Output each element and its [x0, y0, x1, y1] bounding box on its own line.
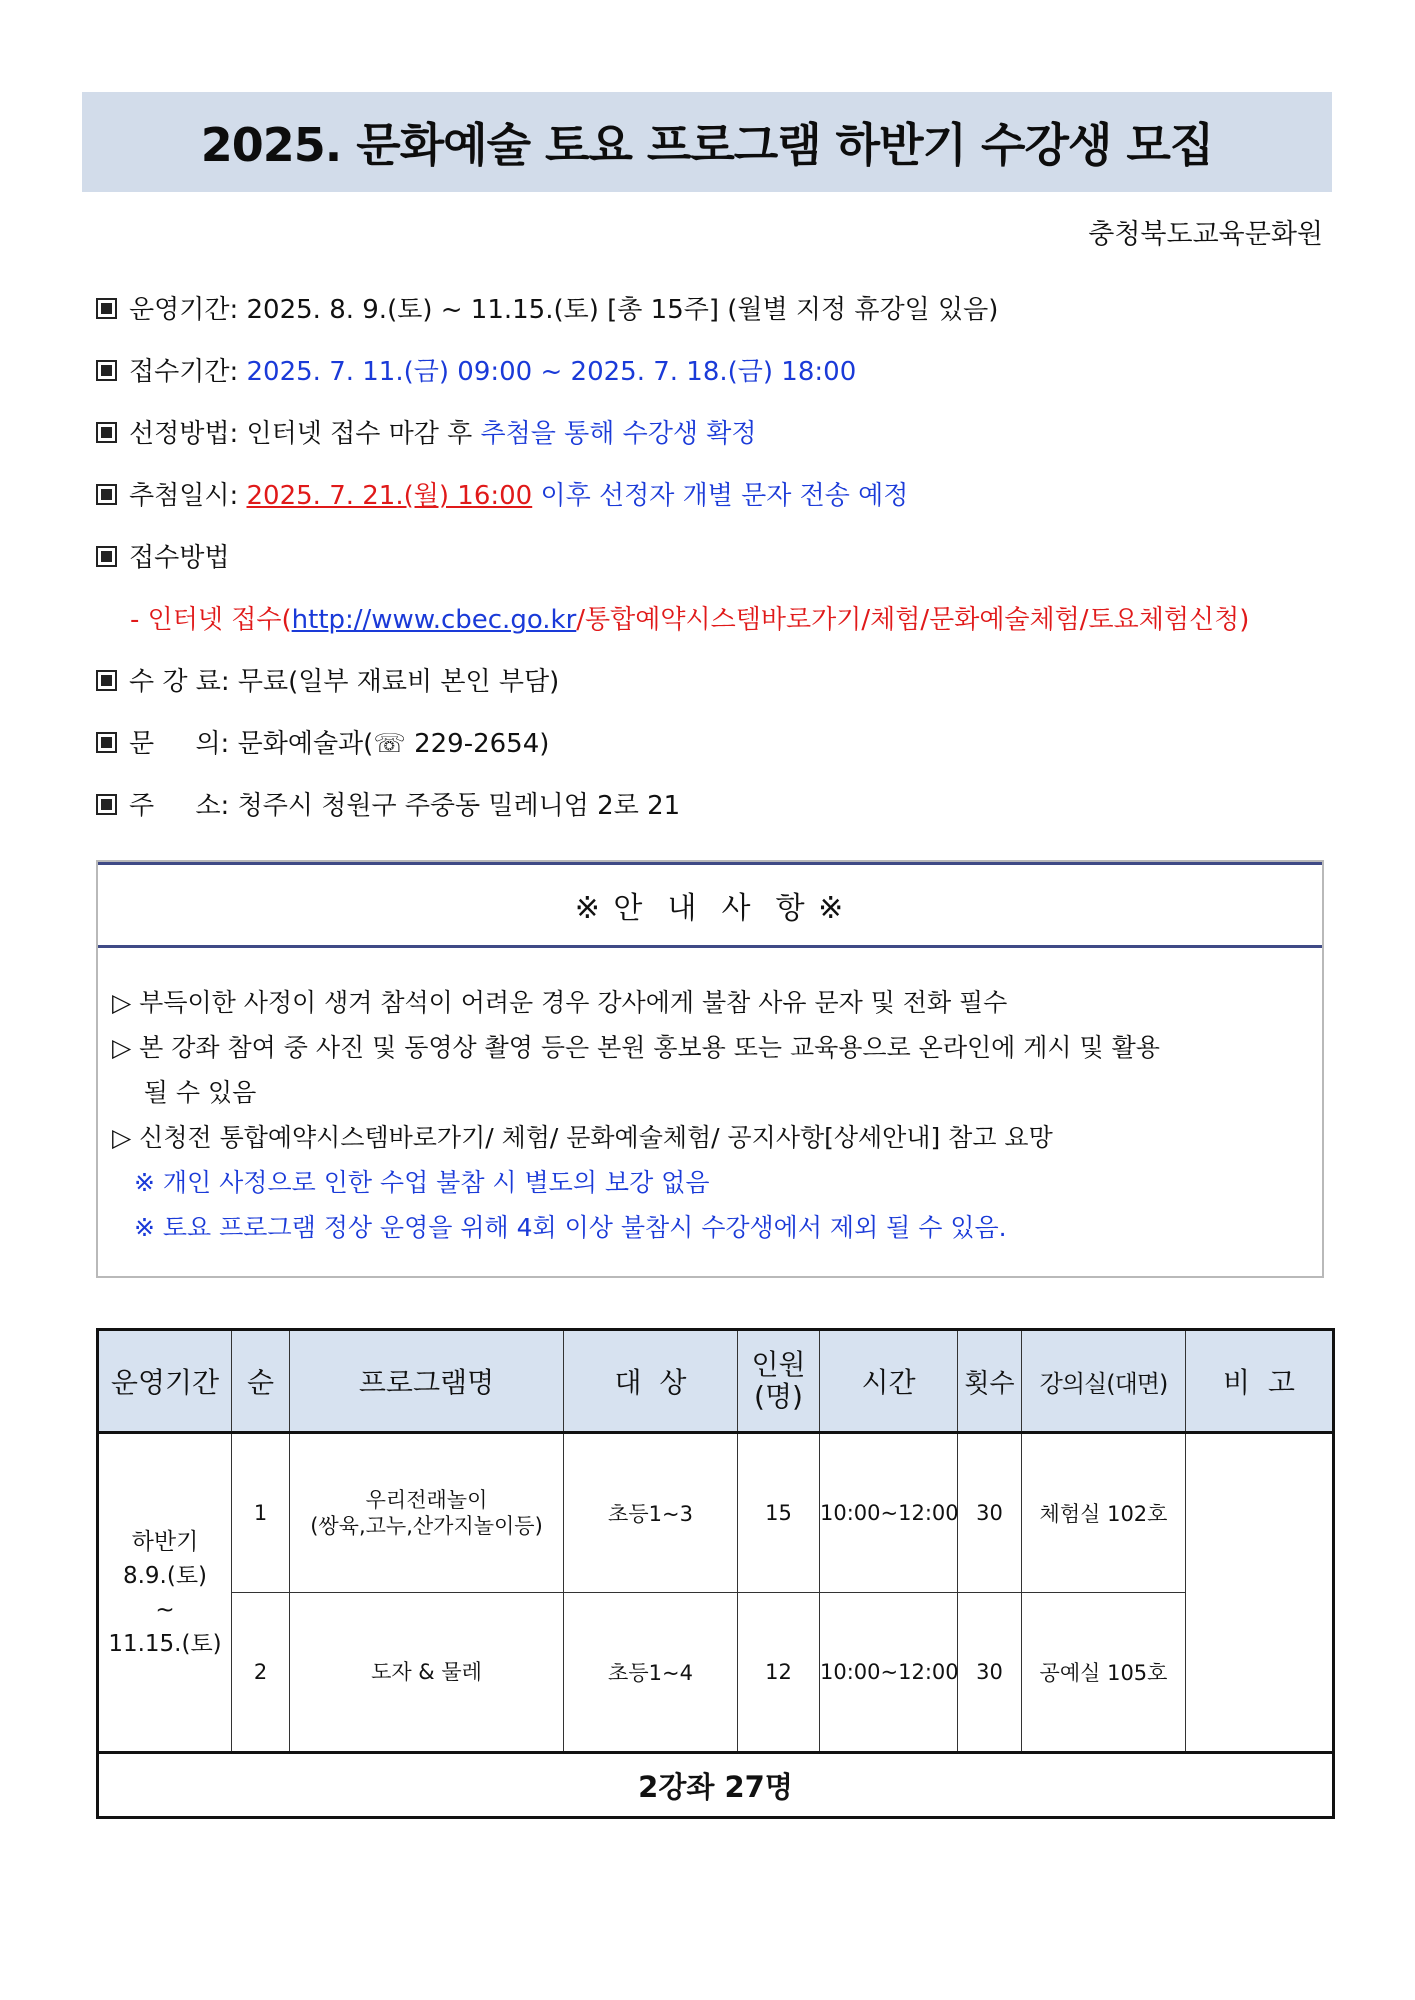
total-cell: 2강좌 27명 [98, 1753, 1334, 1818]
square-bullet-icon [96, 484, 117, 505]
col-header: 시간 [820, 1330, 958, 1433]
count-cell: 12 [738, 1593, 820, 1753]
col-header: 강의실(대면) [1022, 1330, 1186, 1433]
program-cell: 우리전래놀이 (쌍육,고누,산가지놀이등) [290, 1433, 564, 1593]
info-method: 접수방법 [96, 538, 229, 578]
square-bullet-icon [96, 670, 117, 691]
schedule-table [96, 1328, 1335, 1819]
square-bullet-icon [96, 794, 117, 815]
info-inquiry: 문 의: 문화예술과(☏ 229-2654) [96, 724, 549, 764]
time-cell: 10:00~12:00 [820, 1433, 958, 1593]
table-header-row [98, 1330, 1334, 1433]
sessions-cell: 30 [958, 1433, 1022, 1593]
col-header: 순 [232, 1330, 290, 1433]
period-cell: 하반기 8.9.(토) ~ 11.15.(토) [98, 1433, 232, 1753]
table-row [98, 1593, 1334, 1753]
info-lottery: 추첨일시: 2025. 7. 21.(월) 16:00 이후 선정자 개별 문자 전송 예정 [96, 476, 908, 516]
info-registration: 접수기간: 2025. 7. 11.(금) 09:00 ~ 2025. 7. 18.(금) 18:00 [96, 352, 856, 392]
table-total-row [98, 1753, 1334, 1818]
notice-item: ▷ 본 강좌 참여 중 사진 및 동영상 촬영 등은 본원 홍보용 또는 교육용으로 온라인에 게시 및 활용 [112, 1033, 1160, 1062]
time-cell: 10:00~12:00 [820, 1593, 958, 1753]
col-header: 인원 (명) [738, 1330, 820, 1433]
col-header: 프로그램명 [290, 1330, 564, 1433]
organization-name: 충청북도교육문화원 [1088, 219, 1323, 250]
info-period: 운영기간: 2025. 8. 9.(토) ~ 11.15.(토) [총 15주] (월별 지정 휴강일 있음) [96, 290, 998, 330]
program-cell: 도자 & 물레 [290, 1593, 564, 1753]
col-header: 대 상 [564, 1330, 738, 1433]
info-address: 주 소: 청주시 청원구 주중동 밀레니엄 2로 21 [96, 786, 680, 826]
room-cell: 공예실 105호 [1022, 1593, 1186, 1753]
notice-warning: ※ 토요 프로그램 정상 운영을 위해 4회 이상 불참시 수강생에서 제외 될 수 있음. [134, 1213, 1007, 1242]
page-title: 2025. 문화예술 토요 프로그램 하반기 수강생 모집 [200, 118, 1214, 172]
notice-item: ▷ 부득이한 사정이 생겨 참석이 어려운 경우 강사에게 불참 사유 문자 및 전화 필수 [112, 988, 1008, 1017]
target-cell: 초등1~3 [564, 1433, 738, 1593]
notice-warning: ※ 개인 사정으로 인한 수업 불참 시 별도의 보강 없음 [134, 1168, 710, 1197]
count-cell: 15 [738, 1433, 820, 1593]
no-cell: 2 [232, 1593, 290, 1753]
notice-body [112, 980, 1312, 1250]
notice-item: 될 수 있음 [112, 1078, 257, 1107]
table-row [98, 1433, 1334, 1593]
website-link[interactable]: http://www.cbec.go.kr [291, 605, 577, 635]
target-cell: 초등1~4 [564, 1593, 738, 1753]
sessions-cell: 30 [958, 1593, 1022, 1753]
info-method-detail: - 인터넷 접수(http://www.cbec.go.kr/통합예약시스템바로가기/체험/문화예술체험/토요체험신청) [130, 605, 1250, 635]
notice-box [96, 860, 1324, 1278]
square-bullet-icon [96, 546, 117, 567]
square-bullet-icon [96, 298, 117, 319]
col-header: 횟수 [958, 1330, 1022, 1433]
square-bullet-icon [96, 732, 117, 753]
info-fee: 수 강 료: 무료(일부 재료비 본인 부담) [96, 662, 559, 702]
title-banner [82, 92, 1332, 192]
col-header: 비 고 [1186, 1330, 1334, 1433]
room-cell: 체험실 102호 [1022, 1433, 1186, 1593]
col-header: 운영기간 [98, 1330, 232, 1433]
no-cell: 1 [232, 1433, 290, 1593]
notice-heading: ※ 안 내 사 항 ※ [98, 862, 1322, 948]
square-bullet-icon [96, 422, 117, 443]
notice-item: ▷ 신청전 통합예약시스템바로가기/ 체험/ 문화예술체험/ 공지사항[상세안내] 참고 요망 [112, 1123, 1053, 1152]
square-bullet-icon [96, 360, 117, 381]
note-cell [1186, 1433, 1334, 1753]
info-selection: 선정방법: 인터넷 접수 마감 후 추첨을 통해 수강생 확정 [96, 414, 756, 454]
